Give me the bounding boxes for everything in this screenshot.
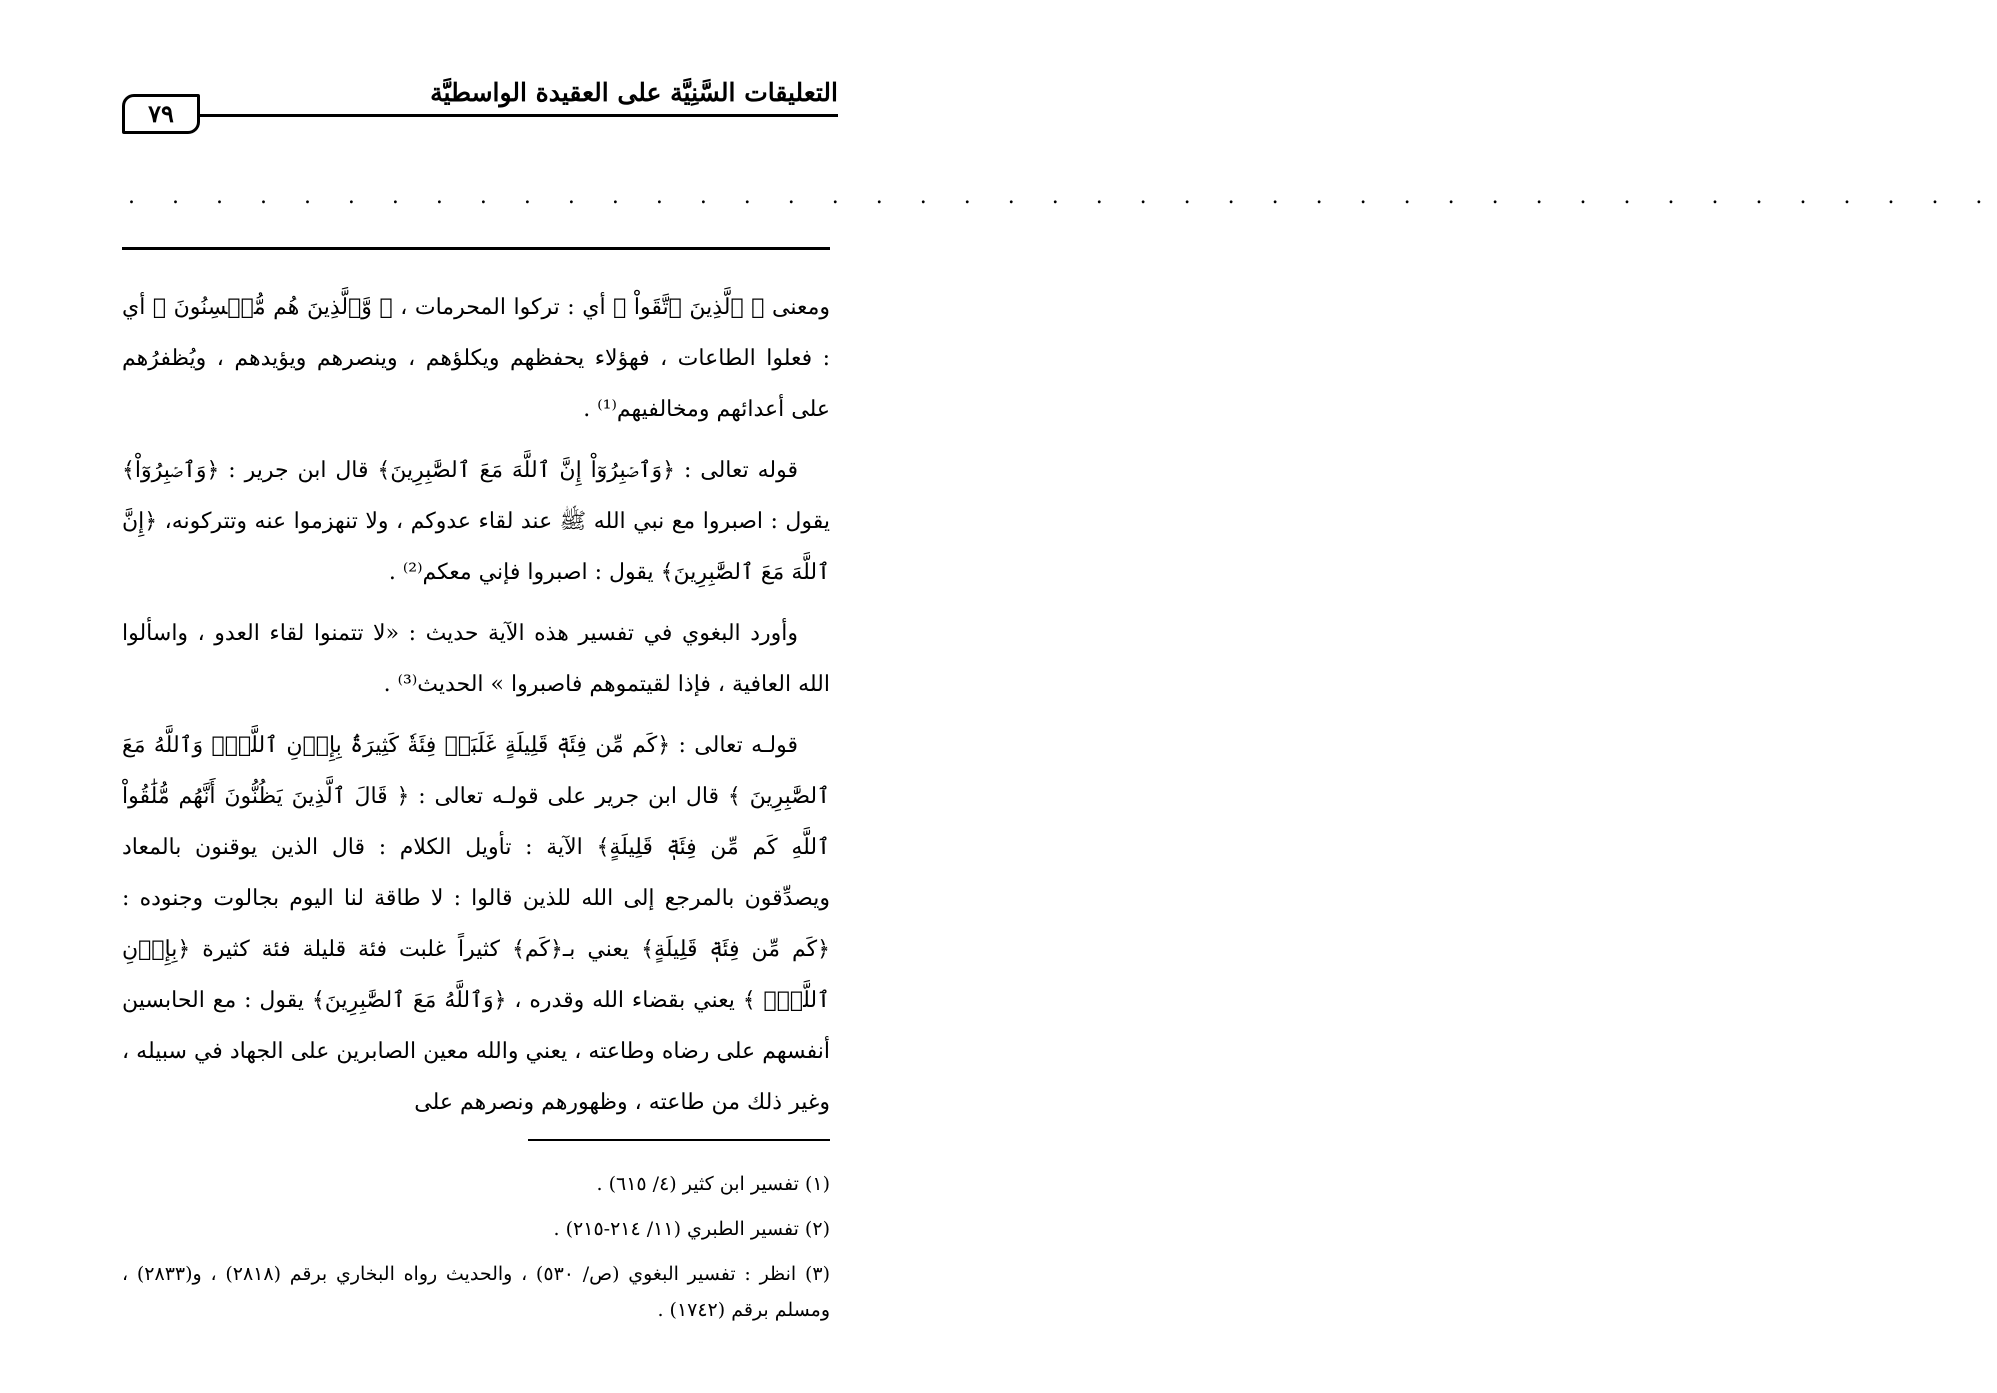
page-header [118, 70, 838, 130]
paragraph: قوله تعالى : ﴿وَٱصۡبِرُوٓاْ إِنَّ ٱللَّهَ مَعَ ٱلصَّٰبِرِينَ﴾ قال ابن جرير : ﴿وَٱصۡبِرُوٓاْ﴾ يقول : اصبروا مع نبي الله ﷺ عند لقاء عدوكم ، ولا تنهزموا عنه وتتركونه، ﴿إِنَّ ٱللَّهَ مَعَ ٱلصَّٰبِرِينَ﴾ يقول : اصبروا فإني معكم⁽²⁾ . [122, 458, 830, 585]
header-rule [198, 114, 838, 117]
paragraph: قولـه تعالى : ﴿كَم مِّن فِئَةٖ قَلِيلَةٍ غَلَبَتۡ فِئَةٗ كَثِيرَةَۢ بِإِذۡنِ ٱللَّهِۗ وَٱللَّهُ مَعَ ٱلصَّٰبِرِينَ ﴾ قال ابن جرير على قولـه تعالى : ﴿ قَالَ ٱلَّذِينَ يَظُنُّونَ أَنَّهُم مُّلَٰقُواْ ٱللَّهِ كَم مِّن فِئَةٖ قَلِيلَةٍ﴾ الآية : تأويل الكلام : قال الذين يوقنون بالمعاد ويصدِّقون بالمرجع إلى الله للذين قالوا : لا طاقة لنا اليوم بجالوت وجنوده : ﴿كَم مِّن فِئَةٖ قَلِيلَةٍ﴾ يعني بـ﴿كَم﴾ كثيراً غلبت فئة قليلة فئة كثيرة ﴿بِإِذۡنِ ٱللَّهِۗ ﴾ يعني بقضاء الله وقدره ، ﴿وَٱللَّهُ مَعَ ٱلصَّٰبِرِينَ﴾ يقول : مع الحابسين أنفسهم على رضاه وطاعته ، يعني والله معين الصابرين على الجهاد في سبيله ، وغير ذلك من طاعته ، وظهورهم ونصرهم على [122, 733, 830, 1115]
footnote: (٣) انظر : تفسير البغوي (ص/ ٥٣٠) ، والحديث رواه البخاري برقم (٢٨١٨) ، و(٢٨٣٣) ، ومسلم برقم (١٧٤٢) . [122, 1263, 830, 1321]
main-text [122, 282, 830, 1138]
section-rule [122, 247, 830, 250]
footnotes [122, 1166, 830, 1337]
footnote-rule [528, 1139, 830, 1141]
footnote: (٢) تفسير الطبري (١١/ ٢١٤-٢١٥) . [553, 1218, 830, 1240]
page-number: ٧٩ [122, 94, 200, 134]
dotted-separator: . . . . . . . . . . . . . . . . . . . . . . . . . . . . . . . . . . . . . . . . . . . [128, 184, 1997, 209]
paragraph: ومعنى ﴿ ٱلَّذِينَ ٱتَّقَواْ ﴾ أي : تركوا المحرمات ، ﴿ وَّٱلَّذِينَ هُم مُّحۡسِنُونَ ﴾ أي : فعلوا الطاعات ، فهؤلاء يحفظهم ويكلؤهم ، وينصرهم ويؤيدهم ، ويُظفرُهم على أعدائهم ومخالفيهم⁽¹⁾ . [122, 295, 831, 422]
book-title: التعليقات السَّنِيَّة على العقيدة الواسطيَّة [430, 78, 838, 107]
paragraph: وأورد البغوي في تفسير هذه الآية حديث : «لا تتمنوا لقاء العدو ، واسألوا الله العافية ، فإذا لقيتموهم فاصبروا » الحديث⁽³⁾ . [122, 621, 830, 697]
footnote: (١) تفسير ابن كثير (٤/ ٦١٥) . [596, 1173, 830, 1195]
